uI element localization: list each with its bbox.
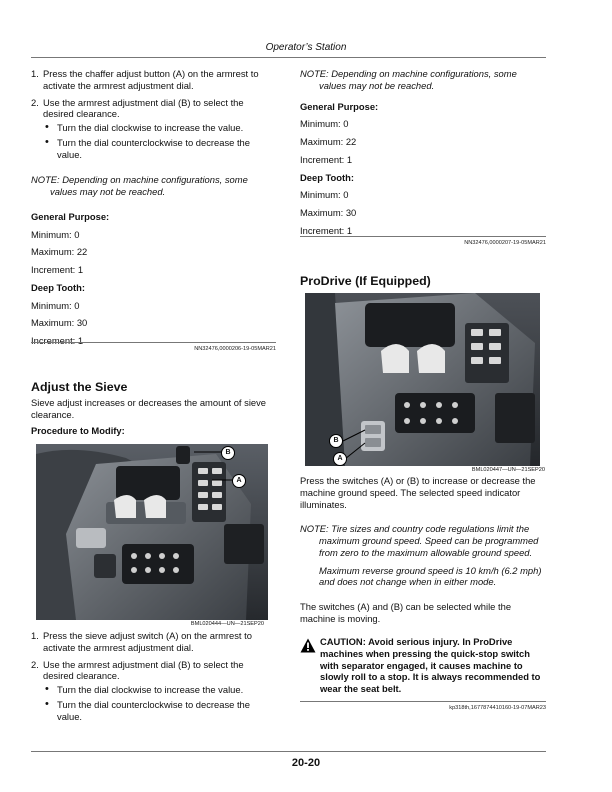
sieve-step-2: 2. Use the armrest adjustment dial (B) to select the desired clearance. • Turn the dial clockwise to increase the value. • Turn the dial counterclockwise to decrease the value. [31,659,276,723]
bullet-item: • Turn the dial counterclockwise to decrease the value. [31,699,276,723]
footer-rule [31,751,546,752]
sieve-step-1: 1. Press the sieve adjust switch (A) on the armrest to activate the armrest adjustment dial. [31,630,252,653]
page-header: Operator’s Station [265,42,347,53]
armrest-figure-sieve [36,444,268,620]
caution-text: CAUTION: Avoid serious injury. In ProDrive machines when pressing the quick-stop switch with separator engaged, it causes machine to slowly roll to a stop. It is always recommended to wear the seat belt. [320,636,541,694]
chaffer-step-2: 2. Use the armrest adjustment dial (B) to select the desired clearance. • Turn the dial clockwise to increase the value. • Turn the dial counterclockwise to decrease the value. [31,97,276,161]
bullet-item: • Turn the dial clockwise to increase the value. [31,122,276,134]
figure-caption: BML020444—UN—21SEP20 [190,621,264,627]
right-column [300,68,546,243]
section-rule [300,701,546,702]
note-configurations: NOTE: Depending on machine configurations, some values may not be reached. [31,174,248,197]
chaffer-bullets [31,122,276,160]
callout-a: A [232,474,246,488]
dt-inc: Increment: 1 [300,224,353,236]
note-configurations-right: NOTE: Depending on machine configurations, some values may not be reached. [300,68,517,91]
spec-list-left [31,211,276,347]
gp-max: Maximum: 22 [300,136,357,147]
reference-code: NN32476,0000207-19-05MAR21 [464,240,546,246]
figure-caption: BML020447—UN—21SEP20 [471,467,545,473]
gp-min: Minimum: 0 [31,228,80,240]
sieve-heading: Adjust the Sieve [31,380,128,394]
bullet-item: • Turn the dial counterclockwise to decrease the value. [31,137,276,161]
dt-min: Minimum: 0 [300,189,349,201]
dt-min: Minimum: 0 [31,299,80,311]
reference-code: NN32476,0000206-19-05MAR21 [194,346,276,352]
caution-block [300,636,546,695]
gp-min: Minimum: 0 [300,118,349,130]
dt-max: Maximum: 30 [31,317,88,329]
sieve-bullets [31,684,276,722]
sieve-steps [31,630,276,722]
prodrive-paragraph: Press the switches (A) or (B) to increase or decrease the machine ground speed. The selected speed indicator illuminates. [300,475,536,510]
dt-inc: Increment: 1 [31,335,84,346]
prodrive-heading: ProDrive (If Equipped) [300,274,431,288]
section-rule [300,236,546,237]
sieve-intro: Sieve adjust increases or decreases the amount of sieve clearance. [31,397,267,420]
gp-max: Maximum: 22 [31,246,88,258]
reference-code: kp318th,1677874410160-19-07MAR23 [449,705,546,711]
armrest-figure-prodrive [305,293,540,466]
gp-label: General Purpose: [31,210,110,222]
dt-label: Deep Tooth: [300,171,354,183]
callout-b: B [221,446,235,460]
gp-label: General Purpose: [300,100,379,112]
switch-paragraph: The switches (A) and (B) can be selected while the machine is moving. [300,601,512,624]
note-tire-sizes: NOTE: Tire sizes and country code regulations limit the maximum ground speed. Speed can be programmed from zero to the maximum allowable ground speed. Maximum reverse ground speed is 10 km/h (6.2 mph) and does not change when in either mode. [300,523,542,588]
procedure-label: Procedure to Modify: [31,425,125,436]
dt-label: Deep Tooth: [31,281,85,293]
warning-triangle-icon [300,638,316,653]
left-column [31,68,276,353]
chaffer-steps [31,68,276,160]
header-rule [31,57,546,58]
dt-max: Maximum: 30 [300,207,357,218]
prodrive-text [300,475,546,625]
spec-list-right [300,101,546,237]
page-number: 20-20 [291,757,321,769]
callout-a: A [333,452,347,466]
section-rule [31,342,276,343]
sieve-steps-block [31,630,276,727]
chaffer-step-1: 1. Press the chaffer adjust button (A) on the armrest to activate the armrest adjustment dial. [31,68,259,91]
callout-b: B [329,434,343,448]
gp-inc: Increment: 1 [300,153,353,165]
gp-inc: Increment: 1 [31,264,84,275]
armrest-illustration [36,444,268,620]
bullet-item: • Turn the dial clockwise to increase the value. [31,684,276,696]
